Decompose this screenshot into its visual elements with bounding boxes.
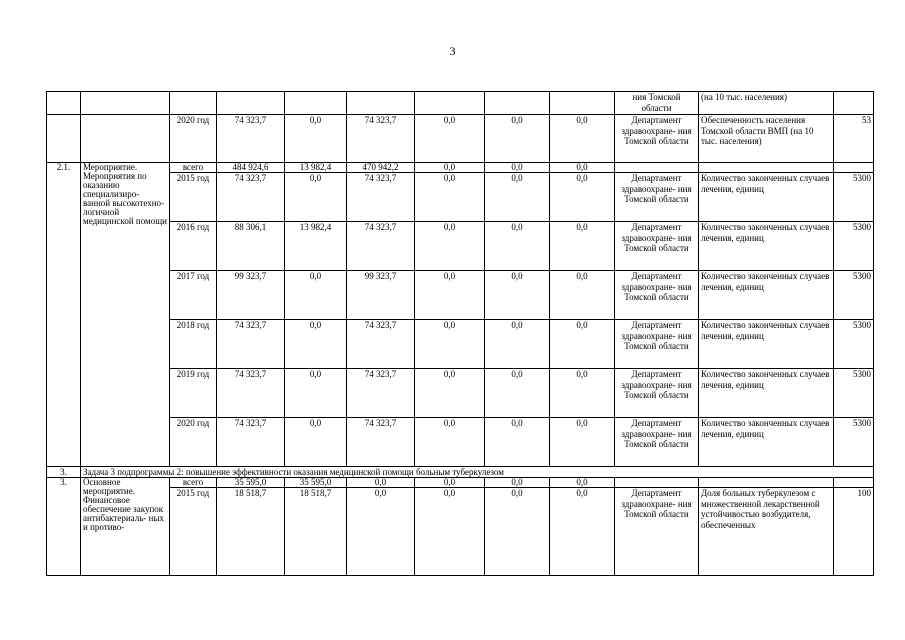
year-cell [170, 92, 217, 115]
year-cell: 2015 год [170, 488, 217, 576]
indicator-cell: Количество законченных случаев лечения, единиц [699, 320, 834, 369]
indicator-cell: Количество законченных случаев лечения, единиц [699, 418, 834, 467]
year-cell: 2016 год [170, 222, 217, 271]
department-cell: Департамент здравоохране- ния Томской области [615, 115, 699, 163]
department-cell: Департамент здравоохране- ния Томской области [615, 222, 699, 271]
indicator-cell: Количество законченных случаев лечения, единиц [699, 222, 834, 271]
indicator-value: 5300 [834, 173, 874, 222]
page-number: 3 [449, 44, 456, 58]
table-row [47, 92, 874, 115]
indicator-value: 5300 [834, 418, 874, 467]
table-row: 2016 год 88 306,1 13 982,4 74 323,7 0,0 0,0 0,0 Департамент здравоохране- ния Томской области Количество законченных случаев лечения, единиц 5300 [47, 222, 874, 271]
activity-name: Мероприятие. Мероприятия по оказанию специализиро- ванной высокотехно- логичной медицинской помощи [81, 163, 170, 467]
row-number: 2.1. [47, 163, 81, 467]
year-cell: 2015 год [170, 173, 217, 222]
department-cell: Департамент здравоохране- ния Томской области [615, 173, 699, 222]
indicator-cell: Доля больных туберкулезом с множественной лекарственной устойчивостью возбудителя, обеспеченных [699, 488, 834, 576]
indicator-value: 100 [834, 488, 874, 576]
indicator-value: 5300 [834, 222, 874, 271]
activity-name: Основное мероприятие. Финансовое обеспечение закупок антибактериаль- ных и противо- [81, 478, 170, 576]
program-table [46, 91, 874, 576]
row-number: 3. [47, 478, 81, 576]
year-cell: 2018 год [170, 320, 217, 369]
department-cell: Департамент здравоохране- ния Томской области [615, 271, 699, 320]
indicator-value: 5300 [834, 271, 874, 320]
table-row: 2020 год 74 323,7 0,0 74 323,7 0,0 0,0 0,0 Департамент здравоохране- ния Томской области Количество законченных случаев лечения, единиц 5300 [47, 418, 874, 467]
year-cell: 2020 год [170, 115, 217, 163]
indicator-cell: Количество законченных случаев лечения, единиц [699, 173, 834, 222]
table-row: 2015 год 74 323,7 0,0 74 323,7 0,0 0,0 0,0 Департамент здравоохране- ния Томской области Количество законченных случаев лечения, единиц 5300 [47, 173, 874, 222]
year-cell: 2019 год [170, 369, 217, 418]
department-cell: Департамент здравоохране- ния Томской области [615, 369, 699, 418]
indicator-cell: Количество законченных случаев лечения, единиц [699, 271, 834, 320]
indicator-value: 5300 [834, 320, 874, 369]
department-cell: Департамент здравоохране- ния Томской области [615, 488, 699, 576]
indicator-value: 5300 [834, 369, 874, 418]
indicator-value: 53 [834, 115, 874, 163]
department-cell: ния Томской области [615, 92, 699, 115]
table-row-total: 3. Основное мероприятие. Финансовое обеспечение закупок антибактериаль- ных и противо- всего 35 595,0 35 595,0 0,0 0,0 0,0 0,0 [47, 478, 874, 488]
row-number: 3. [47, 467, 81, 478]
table-row: 2017 год 99 323,7 0,0 99 323,7 0,0 0,0 0,0 Департамент здравоохране- ния Томской области Количество законченных случаев лечения, единиц 5300 [47, 271, 874, 320]
indicator-value [834, 92, 874, 115]
table-row: 2018 год 74 323,7 0,0 74 323,7 0,0 0,0 0,0 Департамент здравоохране- ния Томской области Количество законченных случаев лечения, единиц 5300 [47, 320, 874, 369]
indicator-cell: Обеспеченность населения Томской области ВМП (на 10 тыс. населения) [699, 115, 834, 163]
table-row-total: 2.1. Мероприятие. Мероприятия по оказанию специализиро- ванной высокотехно- логичной медицинской помощи всего 484 924,6 13 982,4 470 942,2 0,0 0,0 0,0 [47, 163, 874, 173]
year-cell: 2017 год [170, 271, 217, 320]
department-cell: Департамент здравоохране- ния Томской области [615, 320, 699, 369]
indicator-cell: (на 10 тыс. населения) [699, 92, 834, 115]
year-cell: 2020 год [170, 418, 217, 467]
task-row [47, 467, 874, 478]
table-row: 2019 год 74 323,7 0,0 74 323,7 0,0 0,0 0,0 Департамент здравоохране- ния Томской области Количество законченных случаев лечения, единиц 5300 [47, 369, 874, 418]
table-row: 2015 год 18 518,7 18 518,7 0,0 0,0 0,0 0,0 Департамент здравоохране- ния Томской области Доля больных туберкулезом с множественной лекарственной устойчивостью возбудителя, обеспеченных 100 [47, 488, 874, 576]
table-row: 2020 год 74 323,7 0,0 74 323,7 0,0 0,0 0,0 Департамент здравоохране- ния Томской области Обеспеченность населения Томской области ВМП (на 10 тыс. населения) 53 [47, 115, 874, 163]
task-title: Задача 3 подпрограммы 2: повышение эффективности оказания медицинской помощи больным туберкулезом [81, 467, 874, 478]
department-cell: Департамент здравоохране- ния Томской области [615, 418, 699, 467]
year-cell: всего [170, 163, 217, 173]
year-cell: всего [170, 478, 217, 488]
indicator-cell: Количество законченных случаев лечения, единиц [699, 369, 834, 418]
